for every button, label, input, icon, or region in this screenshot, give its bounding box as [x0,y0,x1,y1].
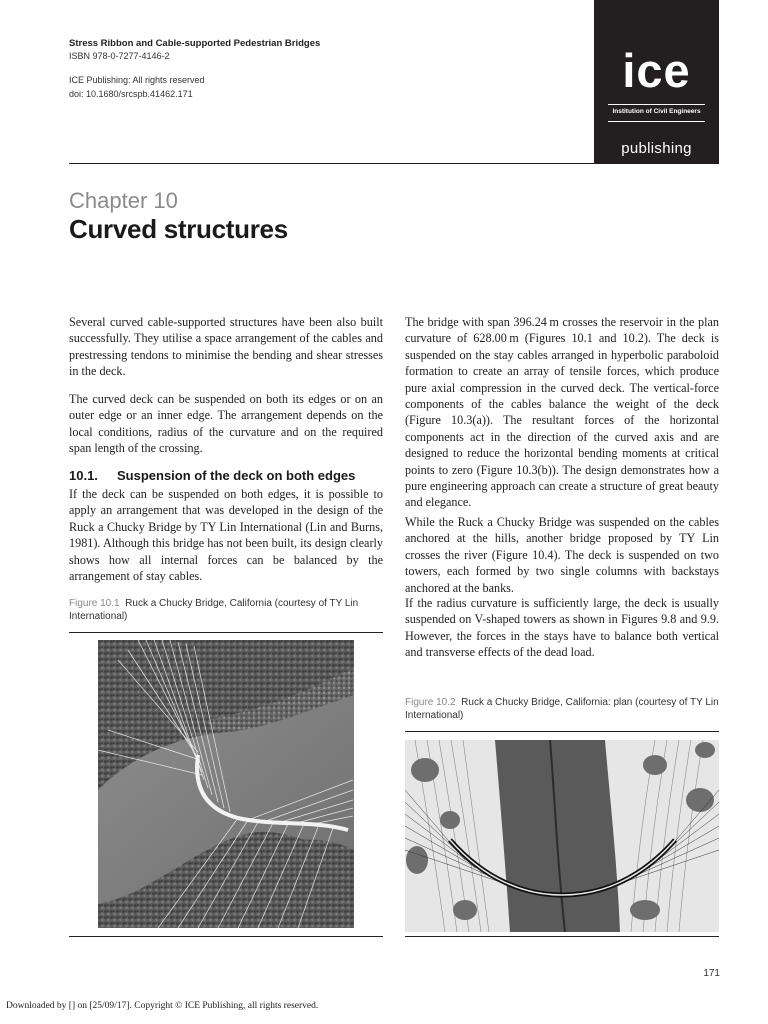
figure-2-bottom-rule [405,936,719,937]
figure-1-rule [69,632,383,633]
chapter-title: Curved structures [69,214,288,244]
figure-1-aerial-photo [98,640,354,928]
figure-2-caption [405,696,719,723]
logo-rule-bottom [608,121,705,122]
figure-2-rule [405,731,719,732]
figure-1-caption [69,597,383,624]
isbn: ISBN 978-0-7277-4146-2 [69,51,170,61]
rights-notice: ICE Publishing: All rights reserved [69,75,205,85]
figure-1-bottom-rule [69,936,383,937]
left-paragraph-2: The curved deck can be suspended on both its edges or on an outer edge or an inner edge. The arrangement depends on the local conditions, radius of the curvature and on the required span length of the crossing. [69,392,383,456]
right-paragraph-2: While the Ruck a Chucky Bridge was suspended on the cables anchored at the hills, another bridge proposed by TY Lin crosses the river (Figure 10.4). The deck is suspended on two towers, each formed by two single columns with backstays anchored at the banks. [405,515,719,595]
logo-institution: Institution of Civil Engineers [612,108,701,115]
logo-publishing: publishing [621,140,692,157]
left-paragraph-3: If the deck can be suspended on both edges, it is possible to apply an arrangement that was developed in the design of the Ruck a Chucky Bridge by TY Lin International (Lin and Burns, 1981). Although this bridge has not been built, its design clearly shows how all internal forces can be balanced by the arrangement of stay cables. [69,487,383,584]
section-title: Suspension of the deck on both edges [117,468,356,483]
figure-2-plan-drawing [405,740,719,932]
book-title: Stress Ribbon and Cable-supported Pedestrian Bridges [69,38,321,49]
right-paragraph-1: The bridge with span 396.24 m crosses the reservoir in the plan curvature of 628.00 m (Figures 10.1 and 10.2). The deck is suspended on the stay cables arranged in hyperbolic paraboloid formation to create an array of tensile forces, which produce pure axial compression in the curved deck. The vertical-force components of the cables balance the weight of the deck (Figure 10.3(a)). The resultant forces of the horizontal components act in the direction of the curved axis and are designed to reduce the horizontal bending moments at critical points to zero (Figure 10.3(b)). The design demonstrates how a pure engineering approach can create a structure of great beauty and elegance. [405,315,719,510]
logo-rule-top [608,104,705,105]
figure-1-text: Ruck a Chucky Bridge, California (courtesy of TY Lin International) [69,598,359,623]
logo-mark: ice [622,44,691,97]
ice-publishing-logo [594,0,719,164]
figure-1-label: Figure 10.1 [69,598,120,609]
right-paragraph-3: If the radius curvature is sufficiently large, the deck is usually suspended on V-shaped towers as shown in Figures 9.8 and 9.9. However, the forces in the stays have to balance both vertical and transverse effects of the dead load. [405,596,719,660]
page-number: 171 [703,968,720,979]
figure-2-text: Ruck a Chucky Bridge, California: plan (courtesy of TY Lin International) [405,697,719,722]
section-number: 10.1. [69,468,98,483]
download-footer: Downloaded by [] on [25/09/17]. Copyright © ICE Publishing, all rights reserved. [6,1001,319,1011]
left-paragraph-1: Several curved cable-supported structures have been also built successfully. They utilise a space arrangement of the cables and prestressing tendons to minimise the bending and shear stresses in the deck. [69,315,383,379]
figure-2-label: Figure 10.2 [405,697,456,708]
header-divider [69,163,595,164]
doi[interactable]: doi: 10.1680/srcspb.41462.171 [69,89,193,99]
chapter-number: Chapter 10 [69,188,178,213]
section-heading [69,468,389,483]
